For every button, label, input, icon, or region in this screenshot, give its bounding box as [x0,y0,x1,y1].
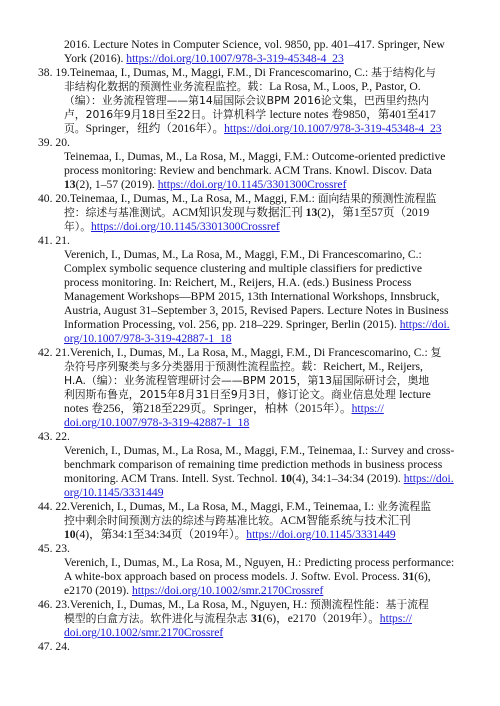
doi-link[interactable]: https:// [351,402,384,415]
reference-text: 控：综述与基准测试。 [64,206,172,219]
reference-text: 43. 22. [38,430,70,443]
reference-text: 面向结果的预测性流程监 [317,192,437,205]
reference-text: A white-box approach based on process models. J. Softw. Evol. Process. [64,570,403,583]
reference-text: 41. 21. [38,234,70,247]
reference-text: Verenich, I., Dumas, M., La Rosa, M., Maggi, F.M., Teinemaa, I.: Survey and cross- [64,444,455,457]
reference-text: Teinemaa, I., Dumas, M., La Rosa, M., Maggi, F.M.: Outcome-oriented predictive [64,150,446,163]
doi-link[interactable]: https://doi.org/10.1007/978-3-319-45348-4_23 [224,122,442,135]
volume-number: 31 [250,612,263,625]
reference-line [64,318,450,332]
reference-line [64,122,442,136]
reference-text: 控中剩余时间预测方法的综述与跨基准比较。 [64,514,280,527]
reference-text: Austria, August 31–September 3, 2015, Revised Papers. Lecture Notes in Business [64,304,449,317]
reference-text: e2170 (2019). [64,584,132,597]
reference-line [64,276,411,290]
doi-link[interactable]: org/10.1007/978-3-319-42887-1_18 [64,332,232,345]
reference-line [38,66,436,80]
reference-text: (4)，第34:1至34:34页（2019年）。 [75,528,247,541]
doi-link[interactable]: https://doi. [399,318,450,331]
reference-line [64,388,431,402]
doi-link[interactable]: org/10.1145/3331449 [64,486,164,499]
volume-number: 31 [402,570,415,583]
reference-text: (2), 1–57 (2019). [75,178,158,191]
reference-text: 杂符号序列聚类与多分类器用于预测性流程监控。载： [64,360,324,373]
reference-text: 47. 24. [38,640,70,653]
reference-text: Reichert, M., Reijers, [323,360,423,373]
reference-text: 2016. Lecture Notes in Computer Science, vol. 9850, pp. 401–417. Springer, New [64,38,445,51]
reference-text: 复 [430,346,442,359]
reference-line [64,150,445,164]
reference-text: lecture notes 卷9850，第401至417 [269,108,436,121]
doi-link[interactable]: https://doi.org/10.1145/3301300Crossref [91,220,280,233]
reference-text: （编）：业务流程管理——第14届国际会议BPM 2016论文集，巴西里约热内 [64,94,429,107]
reference-text: 预测流程性能：基于流程 [310,598,429,611]
reference-text: (6)，e2170（2019年）。 [262,612,380,625]
reference-text: 卢，2016年9月18日至22日。计算机科学 [64,108,270,121]
volume-number: 13 [305,206,318,219]
reference-line [38,346,441,360]
reference-text: ACM知识发现与数据汇刊 [171,206,306,219]
reference-line [64,556,454,570]
reference-text: 38. 19.Teinemaa, I., Dumas, M., Maggi, F.M., Di Francescomarino, C.: [38,66,372,79]
reference-line [64,402,384,416]
reference-text: 基于结构化与 [371,66,436,79]
reference-line [38,192,436,206]
reference-text: process monitoring: Review and benchmark. ACM Trans. Knowl. Discov. Data [64,164,432,177]
reference-line [64,458,442,472]
reference-line [64,514,411,528]
reference-text: 45. 23. [38,542,70,555]
reference-text: 业务流程监 [377,500,432,513]
reference-line [38,598,429,612]
reference-text: benchmark comparison of remaining time prediction methods in business process [64,458,443,471]
reference-line [64,360,423,374]
reference-line [64,164,432,178]
reference-text: La Rosa, M., Loos, P., Pastor, O. [269,80,421,93]
reference-text: 40. 20.Teinemaa, I., Dumas, M., La Rosa, M., Maggi, F.M.: [38,192,318,205]
reference-line [64,178,346,192]
reference-text: monitoring. ACM Trans. Intell. Syst. Technol. [64,472,281,485]
doi-link[interactable]: https://doi.org/10.1002/smr.2170Crossref [131,584,324,597]
reference-line [64,290,439,304]
reference-line [38,542,70,556]
reference-line [64,612,412,626]
reference-line [64,304,448,318]
volume-number: 10 [64,528,76,541]
reference-line [64,626,223,640]
reference-text: Verenich, I., Dumas, M., La Rosa, M., Maggi, F.M., Di Francescomarino, C.: [64,248,422,261]
reference-text: Information Processing, vol. 256, pp. 218–229. Springer, Berlin (2015). [64,318,400,331]
reference-text: York (2016). [64,52,127,65]
reference-line [64,486,164,500]
reference-line [64,262,422,276]
reference-text: process monitoring. In: Reichert, M., Reijers, H.A. (eds.) Business Process [64,276,412,289]
reference-line [38,234,70,248]
reference-line [38,430,70,444]
reference-text: (2)，第1至57页（2019 [317,206,430,219]
reference-text: ACM智能系统与技术汇刊 [279,514,411,527]
reference-text: notes 卷256，第218至229页。Springer，柏林（2015年）。 [64,402,352,415]
volume-number: 10 [280,472,292,485]
reference-line [64,374,429,388]
reference-line [38,640,70,654]
reference-text: Springer，纽约（2016年）。 [85,122,225,135]
reference-text: 46. 23.Verenich, I., Dumas, M., La Rosa, M., Nguyen, H.: [38,598,311,611]
reference-text: H.A.（编）：业务流程管理研讨会——BPM 2015，第13届国际研讨会，奥地 [64,374,430,387]
reference-text: 44. 22.Verenich, I., Dumas, M., La Rosa, M., Maggi, F.M., Teinemaa, I.: [38,500,378,513]
reference-line [64,38,445,52]
reference-line [64,570,431,584]
reference-text: lecture [399,388,431,401]
reference-line [64,206,429,220]
doi-link[interactable]: https://doi.org/10.1145/3331449 [246,528,396,541]
reference-line [64,52,344,66]
reference-line [64,80,421,94]
doi-link[interactable]: https:// [379,612,413,625]
reference-line [64,332,232,346]
reference-text: (4), 34:1–34:34 (2019). [291,472,404,485]
reference-line [38,136,70,150]
reference-line [64,248,422,262]
reference-line [64,416,249,430]
reference-line [64,94,429,108]
reference-text: 页。 [64,122,86,135]
reference-text: 42. 21.Verenich, I., Dumas, M., La Rosa, M., Maggi, F.M., Di Francescomarino, C.: [38,346,431,359]
doi-link[interactable]: doi.org/10.1007/978-3-319-42887-1_18 [64,416,250,429]
reference-line [64,584,323,598]
reference-text: 非结构化数据的预测性业务流程监控。载： [64,80,270,93]
reference-line [64,444,454,458]
volume-number: 13 [64,178,76,191]
doi-link[interactable]: https://doi. [403,472,454,485]
reference-line [64,472,454,486]
reference-line [64,220,280,234]
doi-link[interactable]: https://doi.org/10.1145/3301300Crossref [157,178,347,191]
reference-text: 利因斯布鲁克，2015年8月31日至9月3日，修订论文。商业信息处理 [64,388,400,401]
reference-text: 年）。 [64,220,91,233]
doi-link[interactable]: https://doi.org/10.1007/978-3-319-45348-4_23 [126,52,344,65]
reference-text: Complex symbolic sequence clustering and multiple classifiers for predictive [64,262,423,275]
reference-text: Verenich, I., Dumas, M., La Rosa, M., Nguyen, H.: Predicting process performance: [64,556,455,569]
reference-text: 模型的白盒方法。软件进化与流程杂志 [64,612,251,625]
reference-text: (6), [414,570,431,583]
reference-text: Management Workshops—BPM 2015, 13th International Workshops, Innsbruck, [64,290,440,303]
reference-line [38,500,431,514]
reference-line [64,528,396,542]
reference-line [64,108,436,122]
doi-link[interactable]: doi.org/10.1002/smr.2170Crossref [64,626,224,639]
reference-text: 39. 20. [38,136,70,149]
